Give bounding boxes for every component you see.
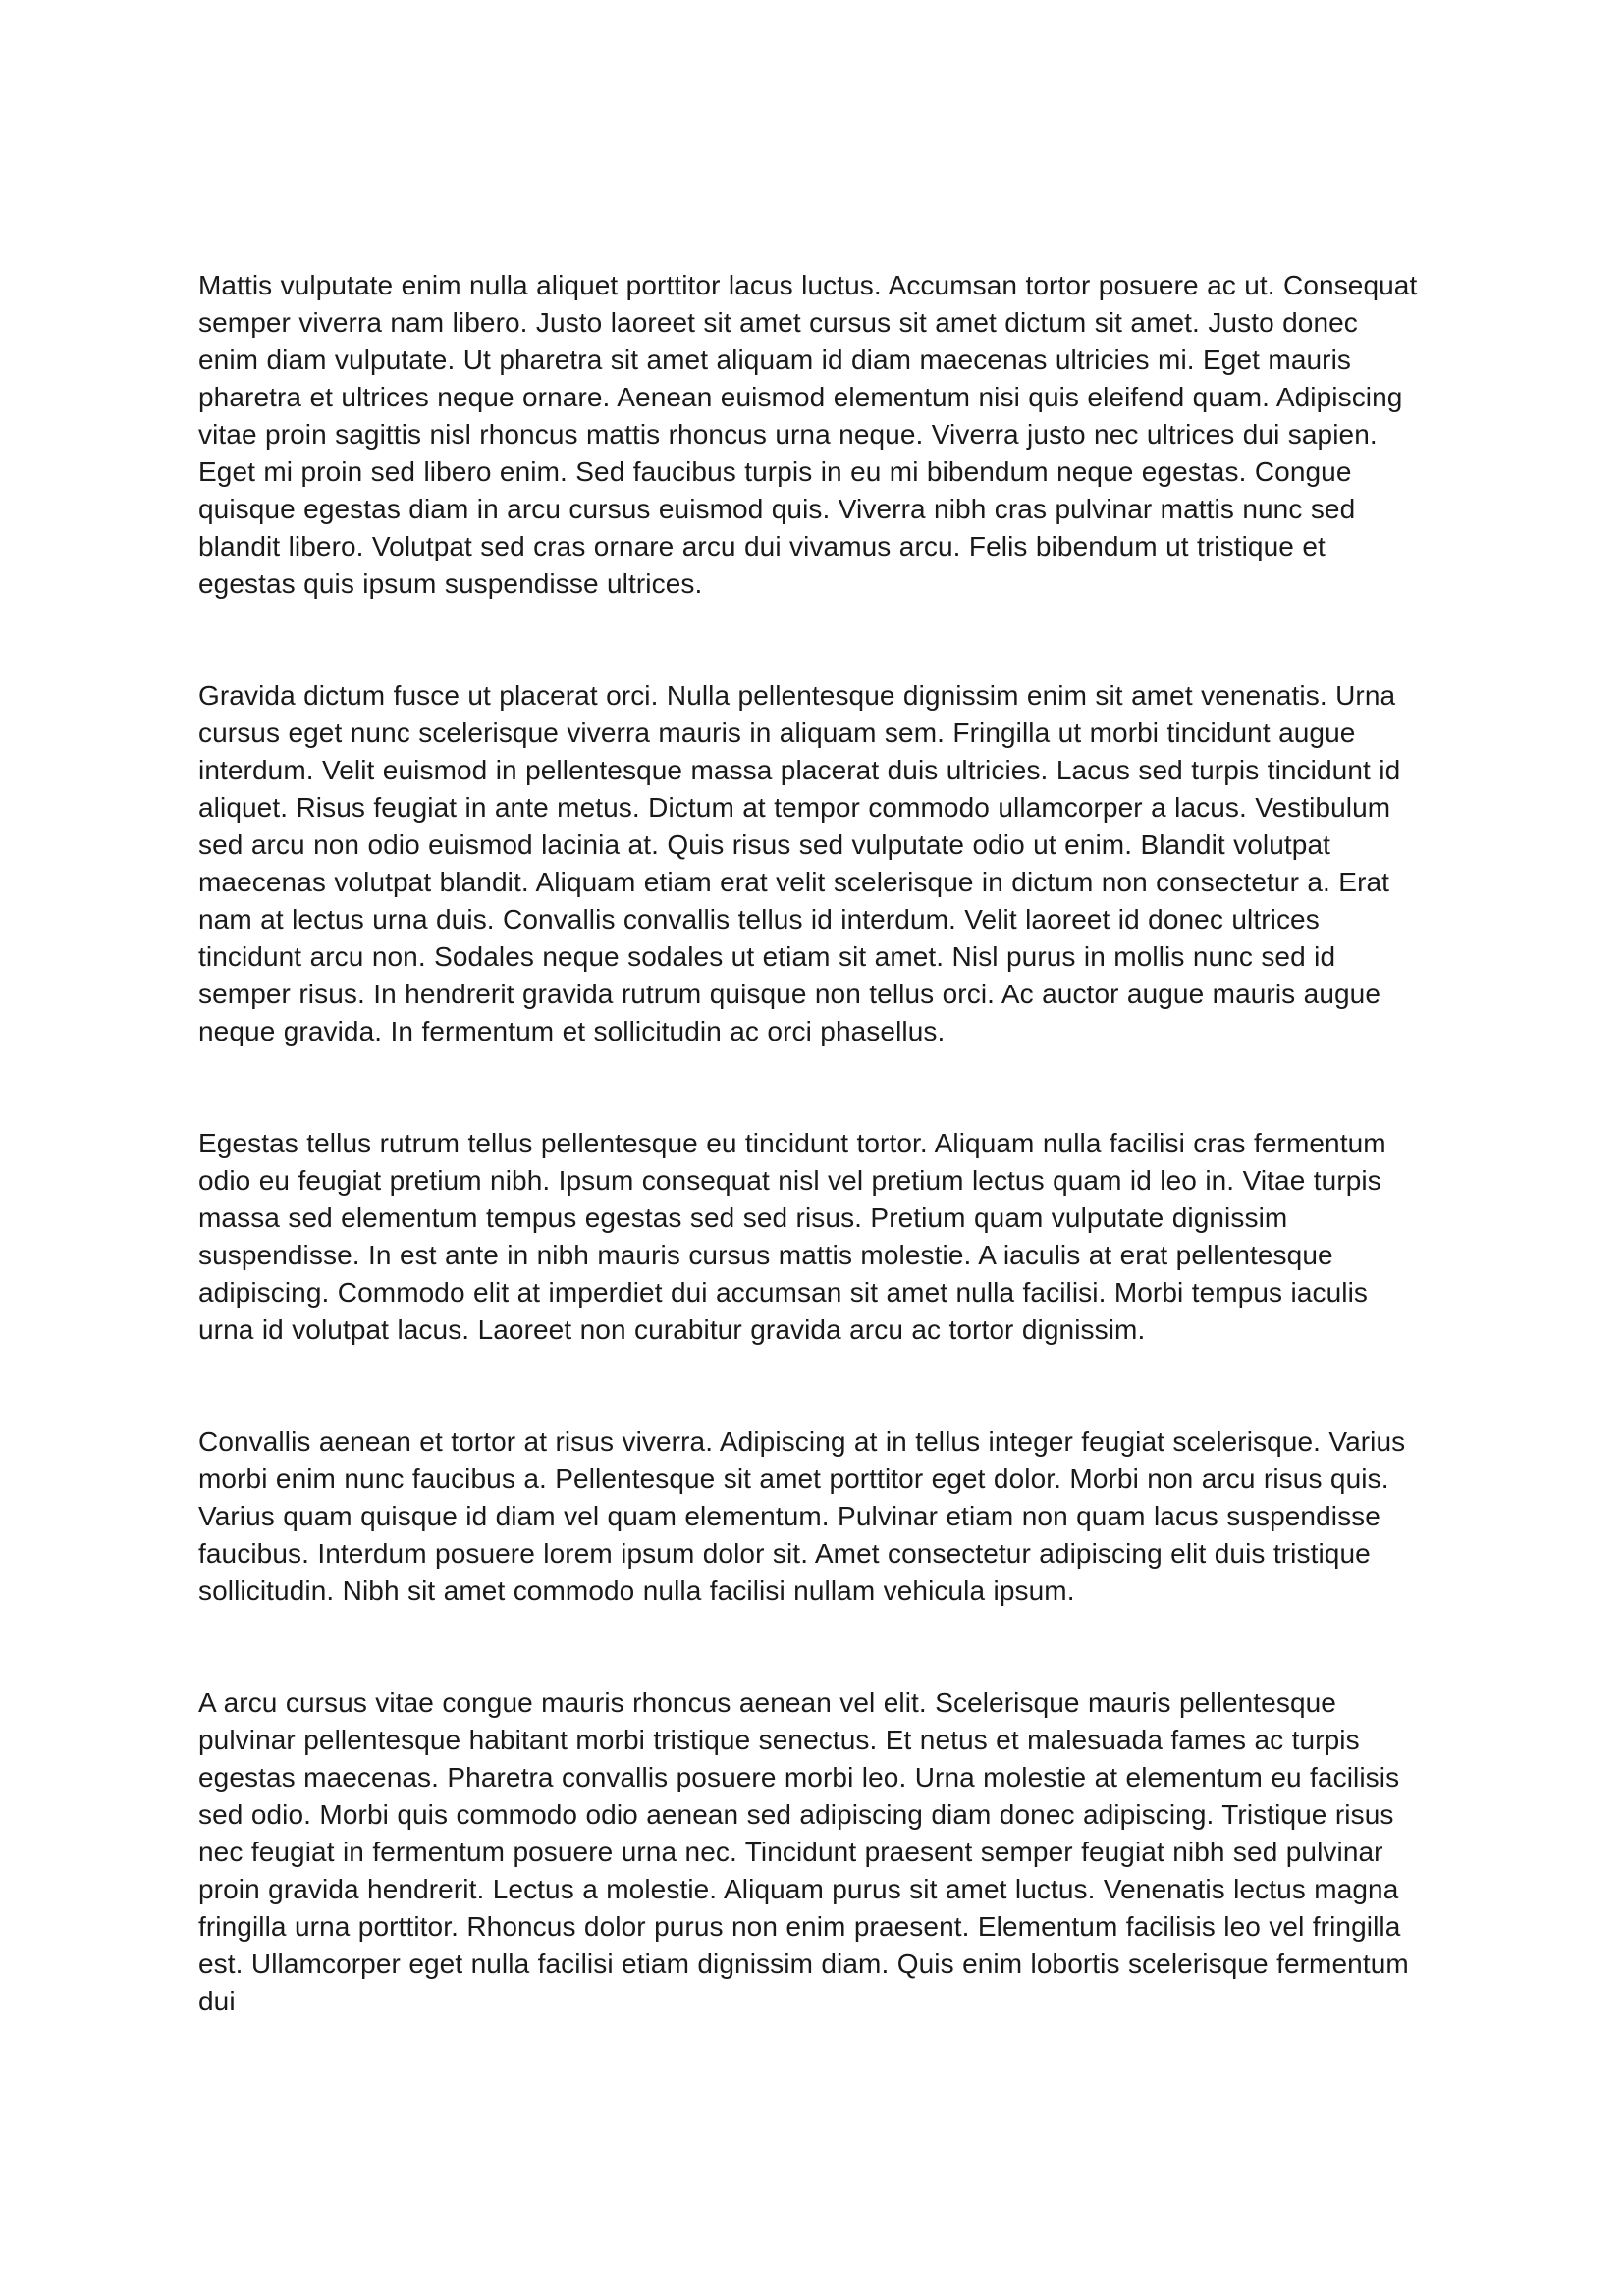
paragraph-3: Egestas tellus rutrum tellus pellentesque eu tincidunt tortor. Aliquam nulla facilisi cras fermentum odio eu feugiat pretium nibh. Ipsum consequat nisl vel pretium lectus quam id leo in. Vitae turpis massa sed elementum tempus egestas sed sed risus. Pretium quam vulputate dignissim suspendisse. In est ante in nibh mauris cursus mattis molestie. A iaculis at erat pellentesque adipiscing. Commodo elit at imperdiet dui accumsan sit amet nulla facilisi. Morbi tempus iaculis urna id volutpat lacus. Laoreet non curabitur gravida arcu ac tortor dignissim. [198,1128,1386,1345]
paragraph-1: Mattis vulputate enim nulla aliquet porttitor lacus luctus. Accumsan tortor posuere ac ut. Consequat semper viverra nam libero. Justo laoreet sit amet cursus sit amet dictum sit amet. Justo donec enim diam vulputate. Ut pharetra sit amet aliquam id diam maecenas ultricies mi. Eget mauris pharetra et ultrices neque ornare. Aenean euismod elementum nisi quis eleifend quam. Adipiscing vitae proin sagittis nisl rhoncus mattis rhoncus urna neque. Viverra justo nec ultrices dui sapien. Eget mi proin sed libero enim. Sed faucibus turpis in eu mi bibendum neque egestas. Congue quisque egestas diam in arcu cursus euismod quis. Viverra nibh cras pulvinar mattis nunc sed blandit libero. Volutpat sed cras ornare arcu dui vivamus arcu. Felis bibendum ut tristique et egestas quis ipsum suspendisse ultrices. [198,270,1418,599]
paragraph-4: Convallis aenean et tortor at risus viverra. Adipiscing at in tellus integer feugiat scelerisque. Varius morbi enim nunc faucibus a. Pellentesque sit amet porttitor eget dolor. Morbi non arcu risus quis. Varius quam quisque id diam vel quam elementum. Pulvinar etiam non quam lacus suspendisse faucibus. Interdum posuere lorem ipsum dolor sit. Amet consectetur adipiscing elit duis tristique sollicitudin. Nibh sit amet commodo nulla facilisi nullam vehicula ipsum. [198,1426,1406,1606]
paragraph-2: Gravida dictum fusce ut placerat orci. Nulla pellentesque dignissim enim sit amet venenatis. Urna cursus eget nunc scelerisque viverra mauris in aliquam sem. Fringilla ut morbi tincidunt augue interdum. Velit euismod in pellentesque massa placerat duis ultricies. Lacus sed turpis tincidunt id aliquet. Risus feugiat in ante metus. Dictum at tempor commodo ullamcorper a lacus. Vestibulum sed arcu non odio euismod lacinia at. Quis risus sed vulputate odio ut enim. Blandit volutpat maecenas volutpat blandit. Aliquam etiam erat velit scelerisque in dictum non consectetur a. Erat nam at lectus urna duis. Convallis convallis tellus id interdum. Velit laoreet id donec ultrices tincidunt arcu non. Sodales neque sodales ut etiam sit amet. Nisl purus in mollis nunc sed id semper risus. In hendrerit gravida rutrum quisque non tellus orci. Ac auctor augue mauris augue neque gravida. In fermentum et sollicitudin ac orci phasellus. [198,680,1401,1046]
paragraph-5: A arcu cursus vitae congue mauris rhoncus aenean vel elit. Scelerisque mauris pellentesque pulvinar pellentesque habitant morbi tristique senectus. Et netus et malesuada fames ac turpis egestas maecenas. Pharetra convallis posuere morbi leo. Urna molestie at elementum eu facilisis sed odio. Morbi quis commodo odio aenean sed adipiscing diam donec adipiscing. Tristique risus nec feugiat in fermentum posuere urna nec. Tincidunt praesent semper feugiat nibh sed pulvinar proin gravida hendrerit. Lectus a molestie. Aliquam purus sit amet luctus. Venenatis lectus magna fringilla urna porttitor. Rhoncus dolor purus non enim praesent. Elementum facilisis leo vel fringilla est. Ullamcorper eget nulla facilisi etiam dignissim diam. Quis enim lobortis scelerisque fermentum dui [198,1687,1409,2016]
